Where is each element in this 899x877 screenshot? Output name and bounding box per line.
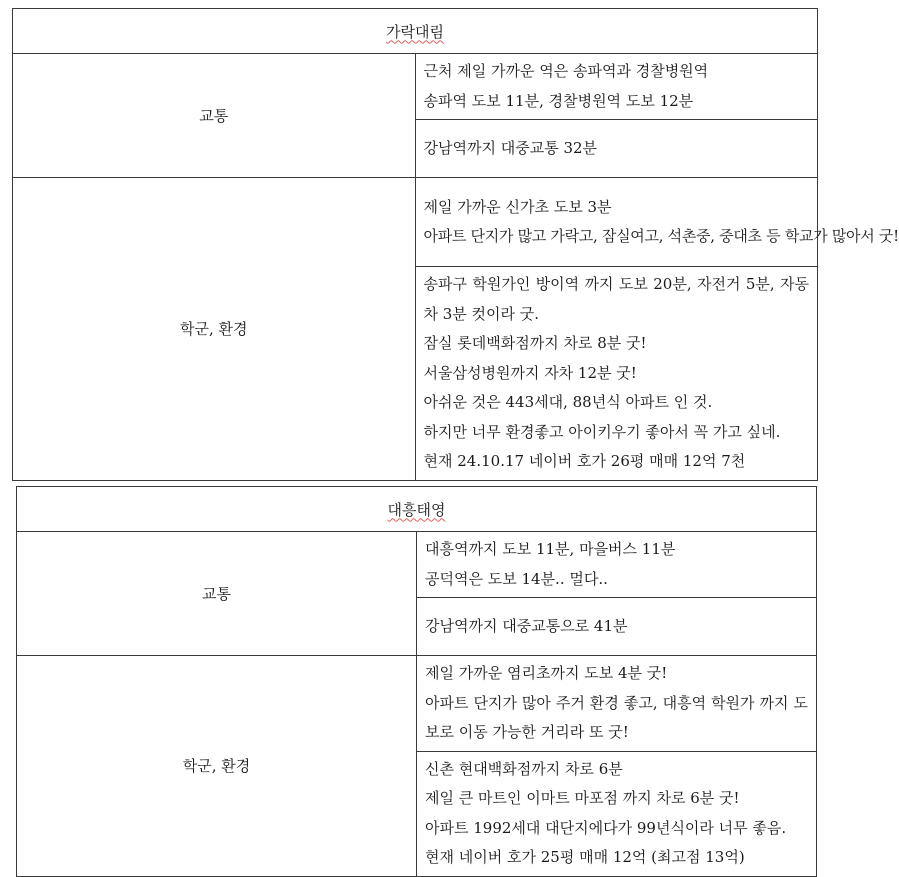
transport-label: 교통 bbox=[13, 54, 416, 178]
text-line: 강남역까지 대중교통 32분 bbox=[423, 138, 598, 157]
school-cell-1 bbox=[417, 656, 817, 752]
text-line: 현재 24.10.17 네이버 호가 26평 매매 12억 7천 bbox=[423, 452, 746, 470]
table-title bbox=[17, 487, 817, 532]
text-line: 대흥역까지 도보 11분, 마을버스 11분 bbox=[425, 540, 676, 558]
text-line: 신촌 현대백화점까지 차로 6분 bbox=[425, 759, 623, 778]
table-title bbox=[13, 9, 818, 54]
text-line: 제일 가까운 염리초까지 도보 4분 굿! bbox=[425, 664, 668, 682]
school-environment-label: 학군, 환경 bbox=[13, 178, 416, 481]
property-table-garak-daerim bbox=[12, 8, 899, 481]
school-cell-2 bbox=[417, 751, 817, 876]
table-title-text: 대흥태영 bbox=[387, 500, 446, 519]
text-line: 아쉬운 것은 443세대, 88년식 아파트 인 것. bbox=[423, 393, 713, 411]
text-line: 아파트 1992세대 대단지에다가 99년식이라 너무 좋음. bbox=[425, 818, 787, 837]
text-line: 강남역까지 대중교통으로 41분 bbox=[425, 616, 628, 635]
text-line: 제일 큰 마트인 이마트 마포점 까지 차로 6분 굿! bbox=[425, 789, 740, 807]
property-table-daeheung-taeyoung bbox=[16, 486, 817, 877]
table-title-text: 가락대림 bbox=[386, 22, 444, 41]
transport-cell-1 bbox=[415, 54, 818, 120]
text-line: 아파트 단지가 많고 가락고, 잠실여고, 석촌중, 중대초 등 학교가 많아서 굿! bbox=[423, 227, 899, 245]
text-line: 제일 가까운 신가초 도보 3분 bbox=[423, 197, 612, 216]
text-line: 현재 네이버 호가 25평 매매 12억 (최고점 13억) bbox=[425, 848, 745, 866]
transport-cell-2 bbox=[417, 598, 817, 656]
text-line: 서울삼성병원까지 자차 12분 굿! bbox=[423, 363, 637, 382]
transport-label: 교통 bbox=[17, 532, 417, 656]
text-line: 잠실 롯데백화점까지 차로 8분 굿! bbox=[423, 334, 647, 352]
text-line: 송파역 도보 11분, 경찰병원역 도보 12분 bbox=[423, 91, 694, 110]
text-line: 하지만 너무 환경좋고 아이키우기 좋아서 꼭 가고 싶네. bbox=[423, 422, 781, 441]
text-line: 아파트 단지가 많아 주거 환경 좋고, 대흥역 학원가 까지 도보로 이동 가능한 거리라 또 굿! bbox=[425, 693, 808, 741]
text-line: 근처 제일 가까운 역은 송파역과 경찰병원역 bbox=[423, 62, 709, 80]
transport-cell-2 bbox=[415, 120, 818, 178]
text-line: 공덕역은 도보 14분.. 멀다.. bbox=[425, 569, 608, 588]
text-line: 송파구 학원가인 방이역 까지 도보 20분, 자전거 5분, 자동차 3분 컷이라 굿. bbox=[423, 275, 809, 323]
transport-cell-1 bbox=[417, 532, 817, 598]
school-cell-1 bbox=[415, 178, 899, 267]
school-environment-label: 학군, 환경 bbox=[17, 656, 417, 877]
school-cell-2 bbox=[415, 267, 818, 481]
